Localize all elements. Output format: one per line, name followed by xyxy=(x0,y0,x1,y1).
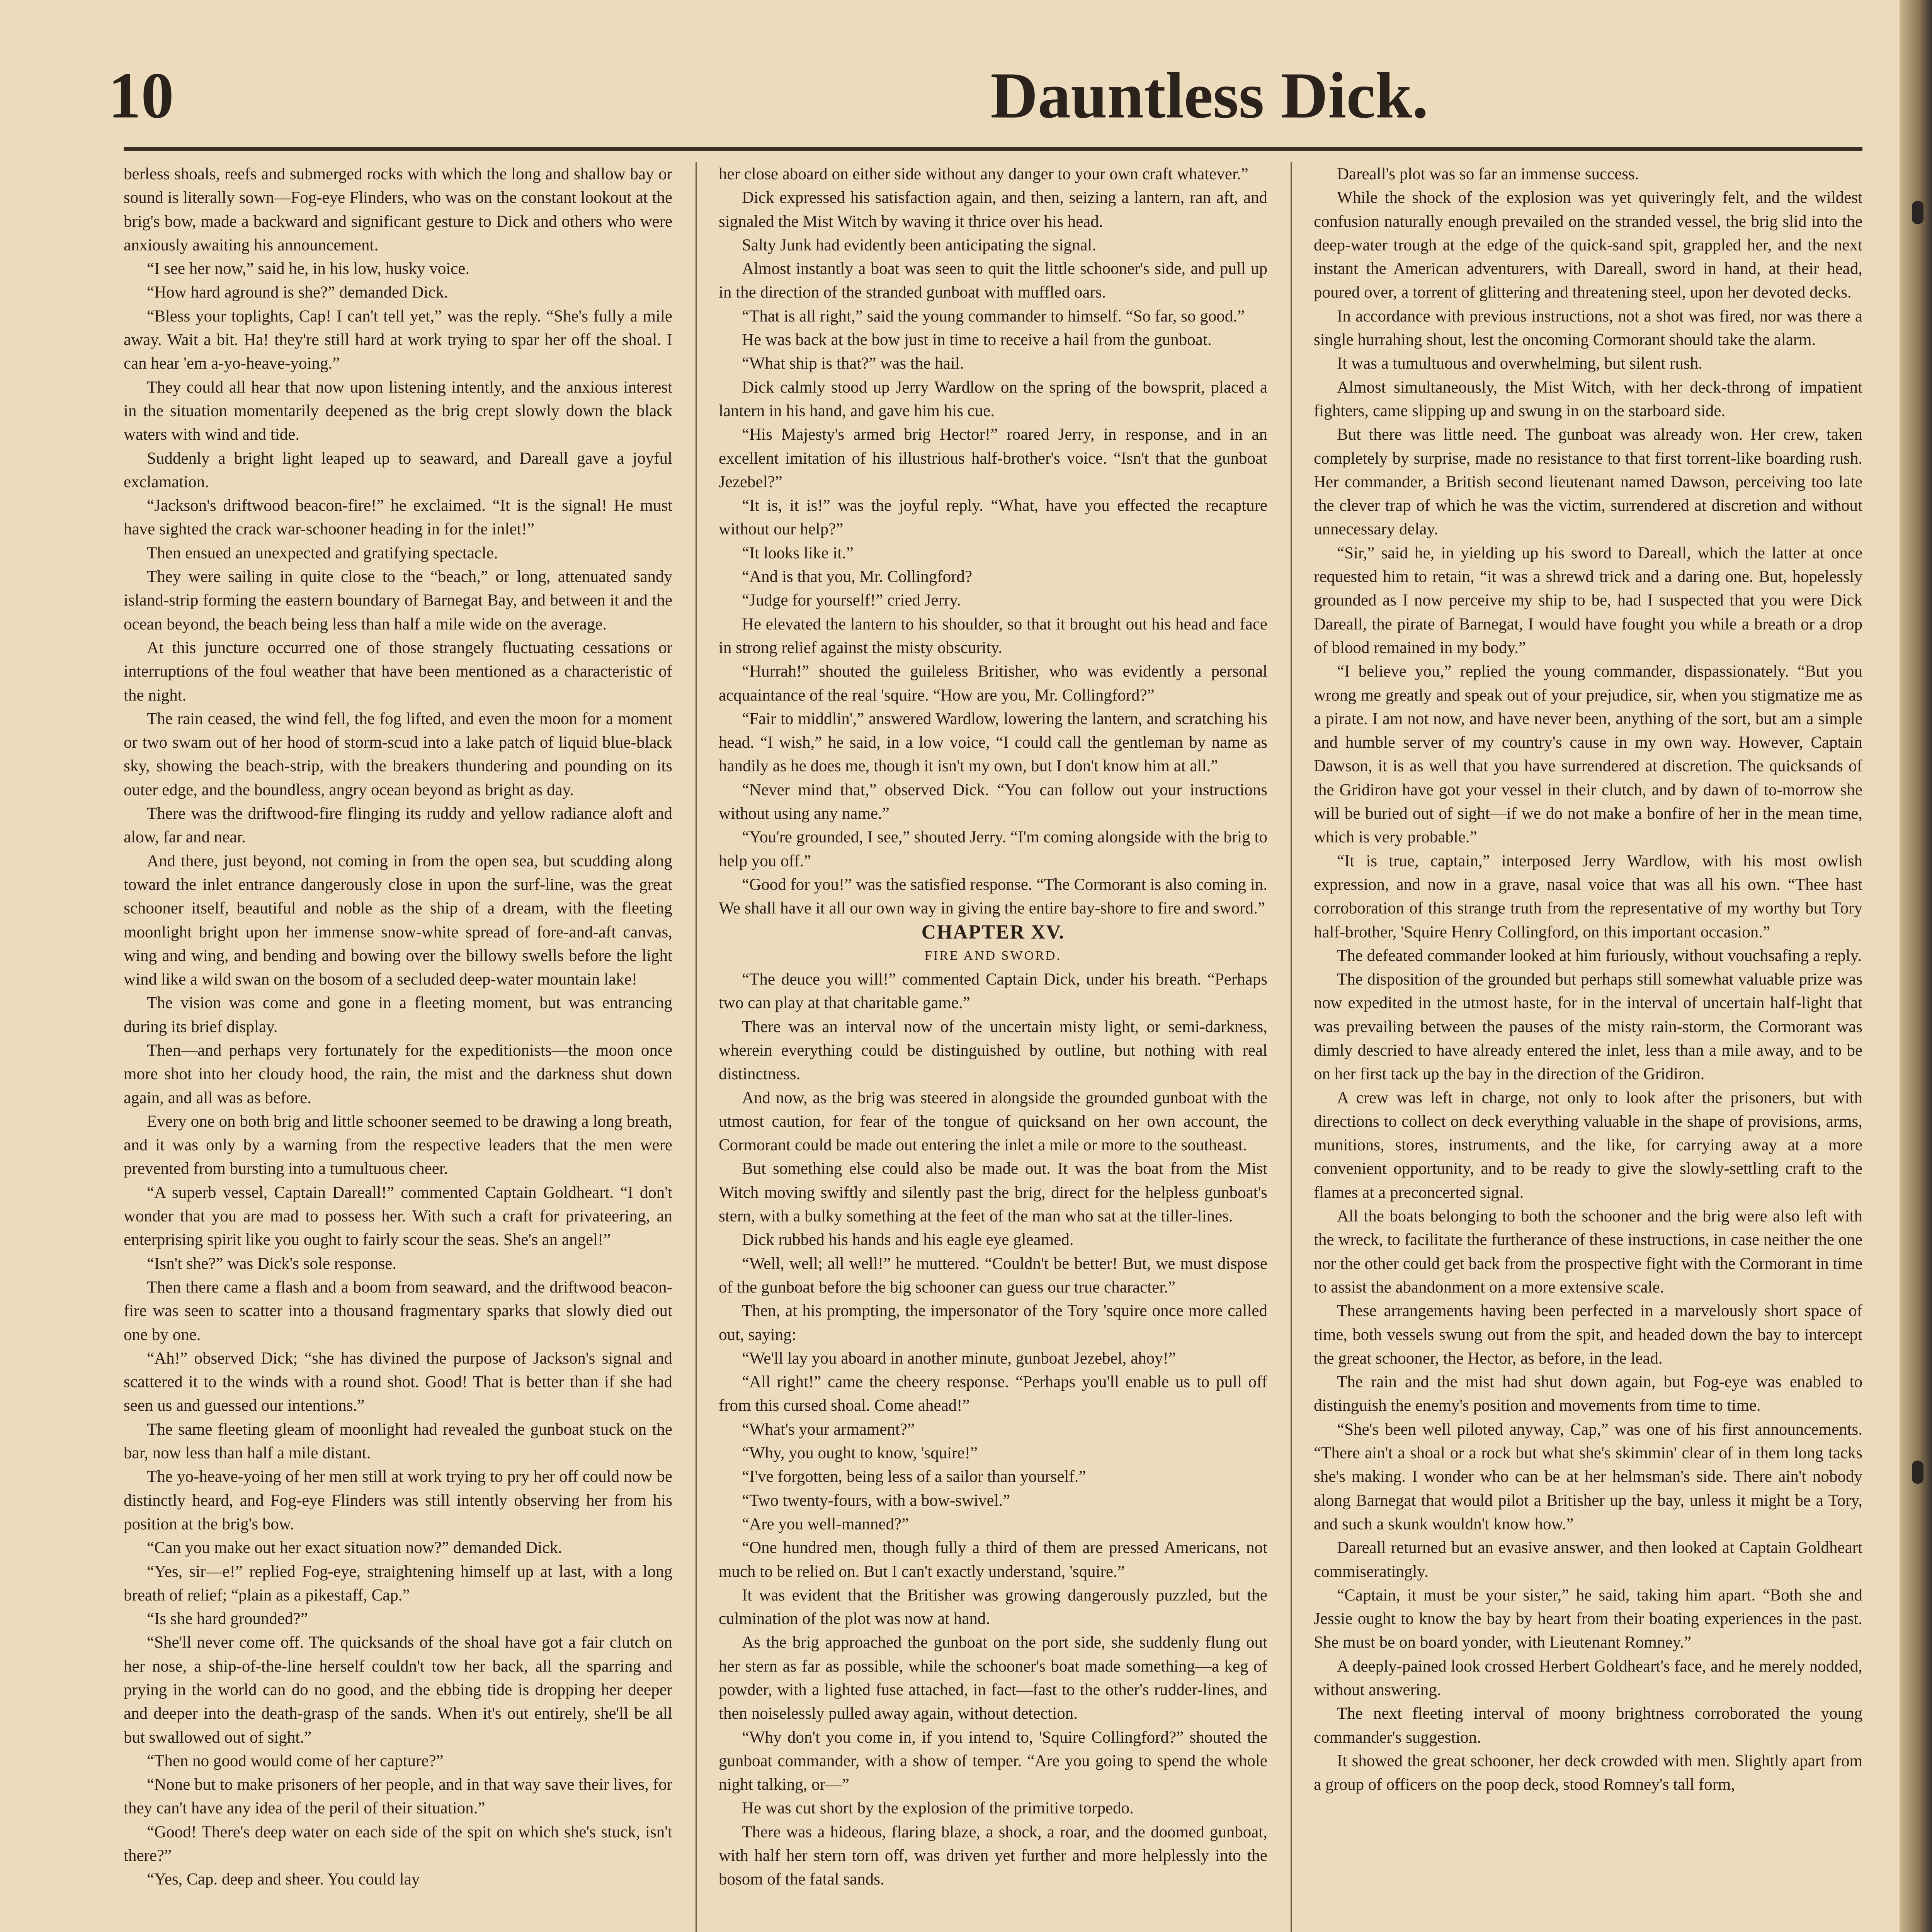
column-3 xyxy=(1314,162,1862,1932)
paragraph: “Can you make out her exact situation now?” demanded Dick. xyxy=(147,1539,562,1557)
paragraph: As the brig approached the gunboat on the port side, she suddenly flung out her stern as far as possible, while the schooner's boat made something—a keg of powder, with a lighted fuse attached, in fact—fast to the other's rudder-lines, and then noiselessly pulled away again, without detection. xyxy=(719,1633,1267,1723)
paragraph: But something else could also be made out. It was the boat from the Mist Witch moving swiftly and silently past the brig, direct for the helpless gunboat's stern, with a bulky something at the feet of the man who sat at the tiller-lines. xyxy=(719,1160,1267,1226)
column-divider xyxy=(696,162,697,1932)
paragraph: Dick expressed his satisfaction again, and then, seizing a lantern, ran aft, and signaled the Mist Witch by waving it thrice over his head. xyxy=(719,189,1267,231)
paragraph: The rain ceased, the wind fell, the fog lifted, and even the moon for a moment or two swam out of her hood of storm-scud into a lake patch of liquid blue-black sky, showing the beach-strip, with the breakers thundering and pounding on its outer edge, and the boundless, angry ocean beyond as bright as day. xyxy=(124,709,672,799)
paragraph: “She'll never come off. The quicksands of the shoal have got a fair clutch on her nose, a ship-of-the-line herself couldn't tow her back, all the sparring and prying in the world can do no good, and the ebbing tide is dropping her deeper and deeper into the death-grasp of the sands. When it's out entirely, she'll be all but swallowed out of sight.” xyxy=(124,1633,672,1747)
page-header xyxy=(108,58,1886,139)
paragraph: Suddenly a bright light leaped up to seaward, and Dareall gave a joyful exclamation. xyxy=(124,449,672,491)
paragraph: “Judge for yourself!” cried Jerry. xyxy=(742,591,961,610)
paragraph: Almost instantly a boat was seen to quit the little schooner's side, and pull up in the direction of the stranded gunboat with muffled oars. xyxy=(719,260,1267,302)
paragraph: “And is that you, Mr. Collingford? xyxy=(742,568,972,586)
binding-edge xyxy=(1900,0,1932,1932)
column-2 xyxy=(719,162,1267,1932)
paragraph: “Yes, Cap. deep and sheer. You could lay xyxy=(147,1870,420,1889)
paragraph: “Two twenty-fours, with a bow-swivel.” xyxy=(742,1491,1010,1510)
paragraph: The rain and the mist had shut down again, but Fog-eye was enabled to distinguish the enemy's position and movements from time to time. xyxy=(1314,1373,1862,1415)
paragraph: A crew was left in charge, not only to look after the prisoners, but with directions to collect on deck everything valuable in the shape of provisions, arms, munitions, stores, instruments, and the like, for carrying away at a more convenient opportunity, and to be ready to give the slowly-settling craft to the flames at a preconcerted signal. xyxy=(1314,1088,1862,1202)
paragraph: A deeply-pained look crossed Herbert Goldheart's face, and he merely nodded, without answering. xyxy=(1314,1657,1862,1699)
paragraph: “It is, it is!” was the joyful reply. “What, have you effected the recapture without our help?” xyxy=(719,497,1267,539)
paragraph: “That is all right,” said the young commander to himself. “So far, so good.” xyxy=(742,307,1245,325)
paragraph: “You're grounded, I see,” shouted Jerry. “I'm coming alongside with the brig to help you off.” xyxy=(719,828,1267,870)
paragraph: “What ship is that?” was the hail. xyxy=(742,354,964,373)
paragraph: Almost simultaneously, the Mist Witch, with her deck-throng of impatient fighters, came slipping up and swung in on the starboard side. xyxy=(1314,378,1862,420)
paragraph: They could all hear that now upon listening intently, and the anxious interest in the situation momentarily deepened as the brig crept slowly down the black waters with wind and tide. xyxy=(124,378,672,444)
page-number: 10 xyxy=(108,59,174,132)
paragraph: But there was little need. The gunboat was already won. Her crew, taken completely by surprise, made no resistance to that first torrent-like boarding rush. Her commander, a British second lieutenant named Dawson, perceiving too late the clever trap of which he was the victim, surrendered at discretion and without unnecessary delay. xyxy=(1314,425,1862,539)
paragraph: “She's been well piloted anyway, Cap,” was one of his first announcements. “There ain't a shoal or a rock but what she's skimmin' clear of in them long tacks she's making. I wonder who can be at her helmsman's side. There ain't nobody along Barnegat that would pilot a Britisher up the bay, unless it might be a Tory, and such a skunk wouldn't know how.” xyxy=(1314,1420,1862,1533)
paragraph: Dick rubbed his hands and his eagle eye gleamed. xyxy=(742,1231,1074,1249)
paragraph: Every one on both brig and little schooner seemed to be drawing a long breath, and it was only by a warning from the respective leaders that the men were prevented from bursting into a tumultuous cheer. xyxy=(124,1112,672,1178)
paragraph: “Sir,” said he, in yielding up his sword to Dareall, which the latter at once requested him to retain, “it was a shrewd trick and a daring one. But, hopelessly grounded as I now perceive my ship to be, had I suspected that you were Dick Dareall, the pirate of Barnegat, I would have fought you while a breath or a drop of blood remained in my body.” xyxy=(1314,544,1862,657)
paragraph: “Are you well-manned?” xyxy=(742,1515,909,1533)
paragraph: Then ensued an unexpected and gratifying spectacle. xyxy=(147,544,498,562)
paragraph: In accordance with previous instructions, not a shot was fired, nor was there a single hurrahing shout, lest the oncoming Cormorant should take the alarm. xyxy=(1314,307,1862,349)
paragraph: He was cut short by the explosion of the primitive torpedo. xyxy=(742,1799,1134,1818)
paragraph: “None but to make prisoners of her people, and in that way save their lives, for they can't have any idea of the peril of their situation.” xyxy=(124,1776,672,1818)
paragraph: Salty Junk had evidently been anticipating the signal. xyxy=(742,236,1097,254)
paragraph: her close aboard on either side without any danger to your own craft whatever.” xyxy=(719,165,1248,183)
paragraph: “Good for you!” was the satisfied response. “The Cormorant is also coming in. We shall have it all our own way in giving the entire bay-shore to fire and sword.” xyxy=(719,875,1267,918)
header-rule xyxy=(124,147,1862,151)
paragraph: “It is true, captain,” interposed Jerry Wardlow, with his most owlish expression, and now in a grave, nasal voice that was all his own. “Thee hast corroboration of this strange truth from the representative of my worthy but Tory half-brother, 'Squire Henry Collingford, on this important occasion.” xyxy=(1314,852,1862,941)
paragraph: “How hard aground is she?” demanded Dick. xyxy=(147,283,448,302)
binding-hole xyxy=(1912,1461,1923,1484)
paragraph: Then—and perhaps very fortunately for the expeditionists—the moon once more shot into her cloudy hood, the rain, the mist and the darkness shut down again, and all was as before. xyxy=(124,1041,672,1107)
chapter-heading: CHAPTER XV. xyxy=(921,921,1065,943)
text-columns xyxy=(124,162,1862,1932)
paragraph: The same fleeting gleam of moonlight had revealed the gunboat stuck on the bar, now less than half a mile distant. xyxy=(124,1420,672,1463)
binding-hole xyxy=(1912,201,1923,224)
paragraph: “A superb vessel, Captain Dareall!” commented Captain Goldheart. “I don't wonder that you are mad to possess her. With such a craft for privateering, an enterprising spirit like you ought to fairly scour the seas. She's an angel!” xyxy=(124,1183,672,1249)
paragraph: “What's your armament?” xyxy=(742,1420,915,1439)
paragraph: All the boats belonging to both the schooner and the brig were also left with the wreck, to facilitate the furtherance of these instructions, in case neither the one nor the other could get back from the prospective fight with the Cormorant in time to assist the abandonment on a more extensive scale. xyxy=(1314,1207,1862,1296)
paragraph: It was a tumultuous and overwhelming, but silent rush. xyxy=(1337,354,1702,373)
paragraph: “One hundred men, though fully a third of them are pressed Americans, not much to be relied on. But I can't exactly understand, 'squire.” xyxy=(719,1539,1267,1581)
paragraph: Dick calmly stood up Jerry Wardlow on the spring of the bowsprit, placed a lantern in his hand, and gave him his cue. xyxy=(719,378,1267,420)
paragraph: “Bless your toplights, Cap! I can't tell yet,” was the reply. “She's fully a mile away. Wait a bit. Ha! they're still hard at work trying to spar her off the shoal. I can hear 'em a-yo-heave-yoing.” xyxy=(124,307,672,373)
paragraph: At this juncture occurred one of those strangely fluctuating cessations or interruptions of the foul weather that have been mentioned as a characteristic of the night. xyxy=(124,638,672,704)
paragraph: He elevated the lantern to his shoulder, so that it brought out his head and face in strong relief against the misty obscurity. xyxy=(719,615,1267,657)
paragraph: There was an interval now of the uncertain misty light, or semi-darkness, wherein everything could be distinguished by outline, but nothing with real distinctness. xyxy=(719,1017,1267,1083)
paragraph: “Well, well; all well!” he muttered. “Couldn't be better! But, we must dispose of the gunboat before the big schooner can guess our true character.” xyxy=(719,1254,1267,1296)
paragraph: And now, as the brig was steered in alongside the grounded gunboat with the utmost caution, for fear of the tongue of quicksand on her own account, the Cormorant could be made out entering the inlet a mile or more to the southeast. xyxy=(719,1088,1267,1155)
paragraph: There was a hideous, flaring blaze, a shock, a roar, and the doomed gunboat, with half her stern torn off, was driven yet further and more helplessly into the bosom of the fatal sands. xyxy=(719,1823,1267,1889)
paragraph: berless shoals, reefs and submerged rocks with which the long and shallow bay or sound is literally sown—Fog-eye Flinders, who was on the constant lookout at the brig's bow, made a backward and significant gesture to Dick and others who were anxiously awaiting his announcement. xyxy=(124,165,672,254)
paragraph: “The deuce you will!” commented Captain Dick, under his breath. “Perhaps two can play at that charitable game.” xyxy=(719,970,1267,1012)
paragraph: “Captain, it must be your sister,” he said, taking him apart. “Both she and Jessie ought to know the bay by heart from their boating experiences in the past. She must be on board yonder, with Lieutenant Romney.” xyxy=(1314,1586,1862,1652)
paragraph: “Ah!” observed Dick; “she has divined the purpose of Jackson's signal and scattered it to the winds with a round shot. Good! That is better than if she had seen us and guessed our intentions.” xyxy=(124,1349,672,1415)
paragraph: It showed the great schooner, her deck crowded with men. Slightly apart from a group of officers on the poop deck, stood Romney's tall form, xyxy=(1314,1752,1862,1794)
paragraph: It was evident that the Britisher was growing dangerously puzzled, but the culmination of the plot was now at hand. xyxy=(719,1586,1267,1628)
paragraph: While the shock of the explosion was yet quiveringly felt, and the wildest confusion naturally enough prevailed on the stranded vessel, the brig slid into the deep-water trough at the edge of the quick-sand spit, grappled her, and the next instant the American adventurers, with Dareall, sword in hand, at their head, poured over, a torrent of glittering and threatening steel, upon her devoted decks. xyxy=(1314,189,1862,302)
running-title: Dauntless Dick. xyxy=(990,59,1429,132)
paragraph: “Never mind that,” observed Dick. “You can follow out your instructions without using any name.” xyxy=(719,781,1267,823)
column-divider xyxy=(1291,162,1292,1932)
paragraph: “Fair to middlin',” answered Wardlow, lowering the lantern, and scratching his head. “I wish,” he said, in a low voice, “I could call the gentleman by name as handily as he does me, though it isn't my own, but I don't know him at all.” xyxy=(719,709,1267,776)
paragraph: The defeated commander looked at him furiously, without vouchsafing a reply. xyxy=(1337,946,1862,965)
paragraph: “Yes, sir—e!” replied Fog-eye, straightening himself up at last, with a long breath of relief; “plain as a pikestaff, Cap.” xyxy=(124,1562,672,1604)
paragraph: “Jackson's driftwood beacon-fire!” he exclaimed. “It is the signal! He must have sighted the crack war-schooner heading in for the inlet!” xyxy=(124,497,672,539)
paragraph: “His Majesty's armed brig Hector!” roared Jerry, in response, and in an excellent imitation of his illustrious half-brother's voice. “Isn't that the gunboat Jezebel?” xyxy=(719,425,1267,491)
paragraph: “I've forgotten, being less of a sailor than yourself.” xyxy=(742,1468,1086,1486)
paragraph: “It looks like it.” xyxy=(742,544,854,562)
paragraph: “I see her now,” said he, in his low, husky voice. xyxy=(147,260,470,278)
paragraph: Then there came a flash and a boom from seaward, and the driftwood beacon-fire was seen to scatter into a thousand fragmentary sparks that slowly died out one by one. xyxy=(124,1278,672,1344)
paragraph: He was back at the bow just in time to receive a hail from the gunboat. xyxy=(742,331,1212,349)
paragraph: Then, at his prompting, the impersonator of the Tory 'squire once more called out, saying: xyxy=(719,1302,1267,1344)
paragraph: And there, just beyond, not coming in from the open sea, but scudding along toward the inlet entrance dangerously close in upon the surf-line, was the great schooner itself, beautiful and noble as the ship of a dream, with the fleeting moonlight bright upon her immense snow-white spread of fore-and-aft canvas, wing and wing, and bending and bowing over the billowy swells before the light wind like a wild swan on the bosom of a secluded deep-water mountain lake! xyxy=(124,852,672,989)
chapter-subtitle: FIRE AND SWORD. xyxy=(925,948,1061,963)
paragraph: Dareall returned but an evasive answer, and then looked at Captain Goldheart commiseratingly. xyxy=(1314,1539,1862,1581)
paragraph: “Hurrah!” shouted the guileless Britisher, who was evidently a personal acquaintance of the real 'squire. “How are you, Mr. Collingford?” xyxy=(719,662,1267,704)
paragraph: The next fleeting interval of moony brightness corroborated the young commander's suggestion. xyxy=(1314,1704,1862,1747)
column-1 xyxy=(124,162,672,1932)
paragraph: “Good! There's deep water on each side of the spit on which she's stuck, isn't there?” xyxy=(124,1823,672,1865)
paragraph: “Isn't she?” was Dick's sole response. xyxy=(147,1254,396,1273)
paragraph: They were sailing in quite close to the “beach,” or long, attenuated sandy island-strip forming the eastern boundary of Barnegat Bay, and between it and the ocean beyond, the beach being less than half a mile wide on the average. xyxy=(124,568,672,633)
paragraph: “All right!” came the cheery response. “Perhaps you'll enable us to pull off from this cursed shoal. Come ahead!” xyxy=(719,1373,1267,1415)
paragraph: Dareall's plot was so far an immense success. xyxy=(1337,165,1639,183)
paragraph: “Is she hard grounded?” xyxy=(147,1610,308,1628)
paragraph: The yo-heave-yoing of her men still at work trying to pry her off could now be distinctly heard, and Fog-eye Flinders was still intently observing her from his position at the brig's bow. xyxy=(124,1468,672,1533)
paragraph: The vision was come and gone in a fleeting moment, but was entrancing during its brief display. xyxy=(124,994,672,1036)
paragraph: “We'll lay you aboard in another minute, gunboat Jezebel, ahoy!” xyxy=(742,1349,1176,1367)
paragraph: “Why don't you come in, if you intend to, 'Squire Collingford?” shouted the gunboat commander, with a show of temper. “Are you going to spend the whole night talking, or—” xyxy=(719,1728,1267,1794)
paragraph: “Then no good would come of her capture?” xyxy=(147,1752,444,1770)
paragraph: There was the driftwood-fire flinging its ruddy and yellow radiance aloft and alow, far and near. xyxy=(124,804,672,847)
paragraph: “Why, you ought to know, 'squire!” xyxy=(742,1444,978,1463)
paragraph: These arrangements having been perfected in a marvelously short space of time, both vessels swung out from the spit, and headed down the bay to intercept the great schooner, the Hector, as before, in the lead. xyxy=(1314,1302,1862,1367)
paragraph: The disposition of the grounded but perhaps still somewhat valuable prize was now expedited in the utmost haste, for in the interval of uncertain half-light that was prevailing between the pauses of the misty rain-storm, the Cormorant was dimly descried to have already entered the inlet, less than a mile away, and to be on her first tack up the bay in the direction of the Gridiron. xyxy=(1314,970,1862,1083)
paragraph: “I believe you,” replied the young commander, dispassionately. “But you wrong me greatly and speak out of your prejudice, sir, when you stigmatize me as a pirate. I am not now, and have never been, anything of the sort, but am a simple and humble server of my country's cause in my own way. However, Captain Dawson, it is as well that you have surrendered at discretion. The quicksands of the Gridiron have got your vessel in their clutch, and by dawn of to-morrow she will be buried out of sight—if we do not make a bonfire of her in the mean time, which is very probable.” xyxy=(1314,662,1862,847)
